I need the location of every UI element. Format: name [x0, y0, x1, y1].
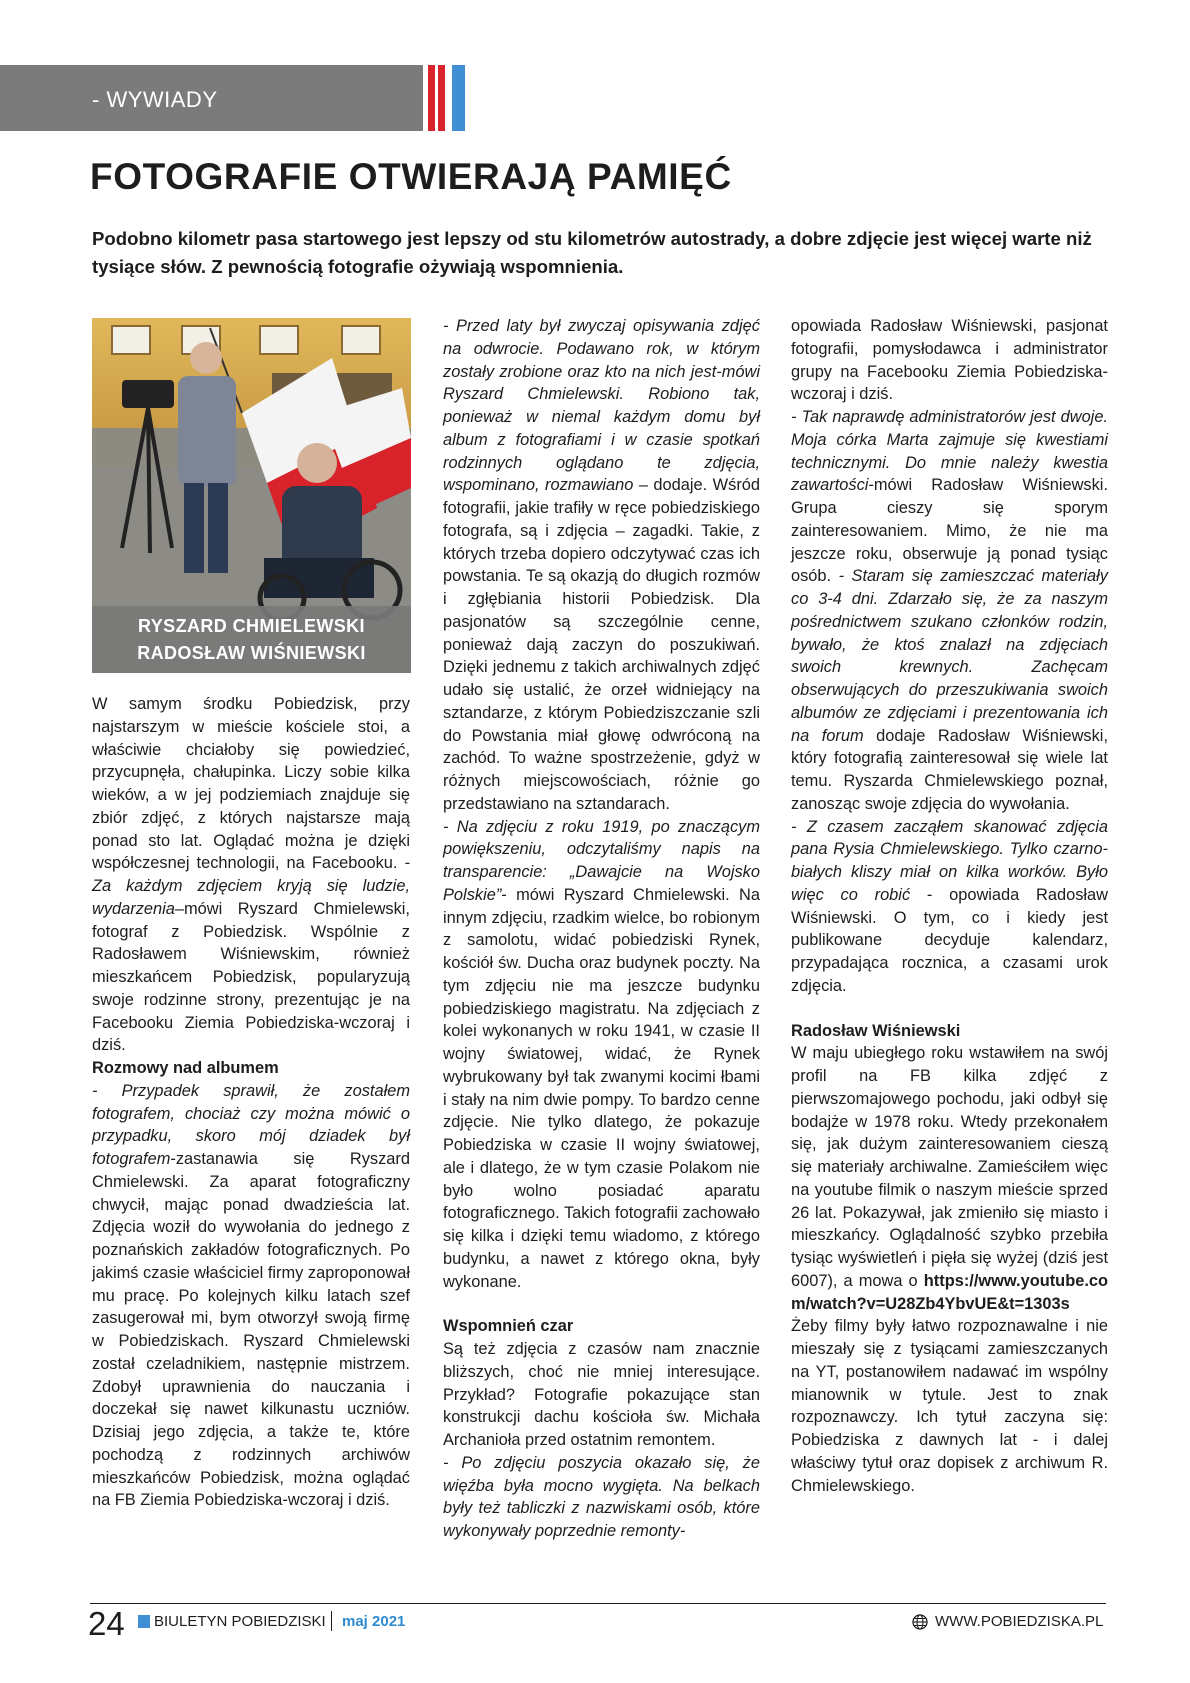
quote: - Z czasem zacząłem skanować zdjęcia pana Rysia Chmielewskiego. Tylko czarno-białych kliszy miał on kilka worków. Było więc co robić — [791, 817, 1108, 904]
paragraph — [791, 406, 1108, 816]
text: –mówi Ryszard Chmielewski, fotograf z Pobiedzisk. Wspólnie z Radosławem Wiśniewskim, również mieszkańcem Pobiedzisk, popularyzują swoje rodzinne strony, prezentując je na Facebooku Ziemia Pobiedziska-wczoraj i dziś. — [92, 899, 410, 1055]
text: dodaje Radosław Wiśniewski, który fotografią zainteresował się wiele lat temu. Ryszarda Chmielewskiego poznał, zanosząc swoje zdjęcia do wywołania. — [791, 726, 1108, 813]
spacer — [791, 998, 1108, 1020]
footer-separator — [331, 1611, 332, 1631]
text: W samym środku Pobiedzisk, przy najstarszym w mieście kościele stoi, a właściwie chciałoby się powiedzieć, przycupnęła, chałupinka. Liczy sobie kilka wieków, a w jej podziemiach znajduje się zbiór zdjęć, z których najstarsze mają ponad sto lat. Oglądać można je dzięki współczesnej technologii, na Facebooku. — [92, 695, 410, 873]
paragraph — [443, 816, 760, 1294]
article-title: FOTOGRAFIE OTWIERAJĄ PAMIĘĆ — [90, 156, 732, 197]
text: - opowiada Radosław Wiśniewski. O tym, co i kiedy jest publikowane decyduje kalendarz, przypadająca rocznica, a czasami urok zdjęcia. — [791, 885, 1109, 995]
paragraph: - Po zdjęciu poszycia okazało się, że więźba była mocno wygięta. Na belkach były też tabliczki z nazwiskami osób, które wykonywały poprzednie remonty- — [443, 1453, 760, 1540]
quote: Robiono tak, ponieważ w niemal każdym domu był album z fotografiami i w czasie spotkań rodzinnych oglądano te zdjęcia, wspominano, rozmawiano — [443, 385, 760, 495]
blue-stripe — [452, 65, 465, 131]
website-link[interactable]: WWW.POBIEDZISKA.PL — [935, 1613, 1104, 1630]
issue-date: maj 2021 — [342, 1613, 406, 1630]
quote: - Tak naprawdę administratorów jest dwoje. Moja córka Marta zajmuje się kwestiami technicznymi. Do mnie należy kwestia zawartości — [791, 408, 1108, 495]
text: -mówi Radosław Wiśniewski. Grupa cieszy się sporym zainteresowaniem. Mimo, że nie ma jeszcze roku, obserwuje ją ponad tysiąc osób. — [791, 476, 1108, 586]
quote: - Na zdjęciu z roku 1919, po znaczącym powiększeniu, odczytaliśmy napis na transparencie: „Dawajcie na Wojsko Polskie” — [443, 817, 760, 904]
footer-square — [138, 1615, 150, 1628]
footer-rule — [90, 1603, 1106, 1604]
quote: - Przed laty był zwyczaj opisywania zdjęć na odwrocie. Podawano rok, w którym zostały zrobione oraz kto na nich jest- — [443, 317, 760, 381]
quote: - Staram się zamieszczać materiały co 3-4 dni. Zdarzało się, że za naszym pośrednictwem szukano członków rodzin, bywało, że ktoś znalazł na zdjęciach swoich krewnych. Zachęcam obserwujących do przeszukiwania swoich albumów ze zdjęciami i prezentowania ich na forum — [791, 567, 1109, 745]
subheading: Rozmowy nad albumem — [92, 1059, 279, 1077]
red-stripe — [428, 65, 435, 131]
paragraph: Są też zdjęcia z czasów nam znacznie bliższych, choć nie mniej interesujące. Przykład? Fotografie pokazujące stan konstrukcji dachu kościoła św. Michała Archanioła przed ostatnim remontem. — [443, 1340, 760, 1449]
globe-icon — [912, 1614, 928, 1630]
paragraph — [791, 816, 1108, 998]
section-label: - WYWIADY — [92, 87, 218, 112]
paragraph: opowiada Radosław Wiśniewski, pasjonat fotografii, pomysłodawca i administrator grupy na Facebooku Ziemia Pobiedziska-wczoraj i dziś. — [791, 317, 1108, 404]
youtube-link[interactable]: https://www.youtube.com/watch?v=U28Zb4YbvUE&t=1303s — [791, 1271, 1108, 1313]
column-3 — [791, 315, 1108, 1497]
subheading: Wspomnień czar — [443, 1317, 574, 1336]
text: W maju ubiegłego roku wstawiłem na swój profil na FB kilka zdjęć z pierwszomajowego pochodu, jaki odbył się bodajże w 1978 roku. Wtedy przekonałem się, jak dużym zainteresowaniem cieszą się materiały archiwalne. Zamieściłem więc na youtube filmik o naszym mieście sprzed 26 lat. Pokazywał, jak zmieniło się miasto i mieszkańcy. Oglądalność szybko przebiła tysiąc wyświetleń i pięła się wyżej (dziś jest 6007), a mowa o — [791, 1044, 1108, 1290]
paragraph — [443, 315, 760, 816]
text: – dodaje. Wśród fotografii, jakie trafiły w ręce pobiedziskiego fotografa, są i zdjęcia – zagadki. Takie, z których trzeba dopiero odczytywać czas ich powstania. Te są okazją do długich rozmów i zgłębiania historii Pobiedzisk. Dla pasjonatów są szczególnie cenne, ponieważ dają zaczyn do poszukiwań. Dzięki jednemu z takich archiwalnych zdjęć udało się ustalić, że orzeł widniejący na sztandarze, z którym Pobiedziszczanie szli do Powstania miał głowę odwróconą na zachód. To ważne spostrzeżenie, gdyż w różnych miejscowościach, różnie go przedstawiano na sztandarach. — [443, 476, 761, 813]
quote: - Przypadek sprawił, że zostałem fotografem, chociaż czy można mówić o przypadku, skoro mój dziadek był fotografem — [92, 1081, 410, 1168]
paragraph — [92, 693, 410, 1057]
quote: mówi Ryszard Chmielewski. — [443, 362, 760, 404]
paragraph — [92, 1080, 410, 1512]
column-1 — [92, 693, 410, 1512]
article-photo — [92, 318, 411, 673]
subheading: Radosław Wiśniewski — [791, 1021, 961, 1040]
text: - mówi Ryszard Chmielewski. Na innym zdjęciu, rzadkim wielce, bo robionym z samolotu, widać pobiedziski Rynek, kościół św. Ducha oraz budynek poczty. Na tym zdjęciu nie ma jeszcze budynku pobiedziskiego magistratu. Na zdjęciach z kolei wykonanych w roku 1941, w czasie II wojny światowej, widać, że Rynek wybrukowany był tak zwanymi kocimi łbami i stały na nim dwie pompy. To bardzo cenne zdjęcie. Nie tylko dlatego, że pokazuje Pobiedziska w czasie II wojny światowej, ale i dlatego, że w tym czasie Polakom nie było wolno posiadać aparatu fotograficznego. Takich fotografii zachowało się kilka i dzięki temu wiadomo, z którego budynku, a nawet z którego okna, były wykonane. — [443, 885, 760, 1291]
text: -zastanawia się Ryszard Chmielewski. Za aparat fotograficzny chwycił, mając ponad dwadzieścia lat. Zdjęcia woził do wywołania do jednego z poznańskich zakładów fotograficznych. Po jakimś czasie właściciel firmy zaproponował mu pracę. Po kolejnych kilku latach szef zasugerował mi, bym otworzył swoją firmę w Pobiedziskach. Ryszard Chmielewski został czeladnikiem, następnie mistrzem. Zdobył uprawnienia do nauczania i doczekał się nawet kilkunastu uczniów. Dzisiaj jego zdjęcia, a także te, które pochodzą z rodzinnych archiwów mieszkańców Pobiedzisk, można oglądać na FB Ziemia Pobiedziska-wczoraj i dziś. — [92, 1150, 410, 1510]
paragraph — [791, 1042, 1108, 1315]
quote: - Za każdym zdjęciem kryją się ludzie, wydarzenia — [92, 854, 410, 918]
article-lead: Podobno kilometr pasa startowego jest lepszy od stu kilometrów autostrady, a dobre zdjęcie jest więcej warte niż tysiące słów. Z pewnością fotografie ożywiają wspomnienia. — [92, 228, 1092, 277]
paragraph: Żeby filmy były łatwo rozpoznawalne i nie mieszały się z tysiącami zamieszczanych na YT, postanowiłem nadawać im wspólny mianownik w tytule. Jest to znak rozpoznawczy. Ich tytuł zaczyna się: Pobiedziska z dawnych lat - i dalej właściwy tytuł oraz dopisek z archiwum R. Chmielewskiego. — [791, 1317, 1108, 1495]
photo-caption — [92, 606, 411, 673]
page-number: 24 — [88, 1605, 125, 1642]
red-stripe — [438, 65, 445, 131]
spacer — [443, 1293, 760, 1315]
caption-name-2: RADOSŁAW WIŚNIEWSKI — [137, 643, 366, 663]
publication-name: BIULETYN POBIEDZISKI — [154, 1613, 326, 1630]
column-2 — [443, 315, 760, 1543]
caption-name-1: RYSZARD CHMIELEWSKI — [138, 616, 365, 636]
